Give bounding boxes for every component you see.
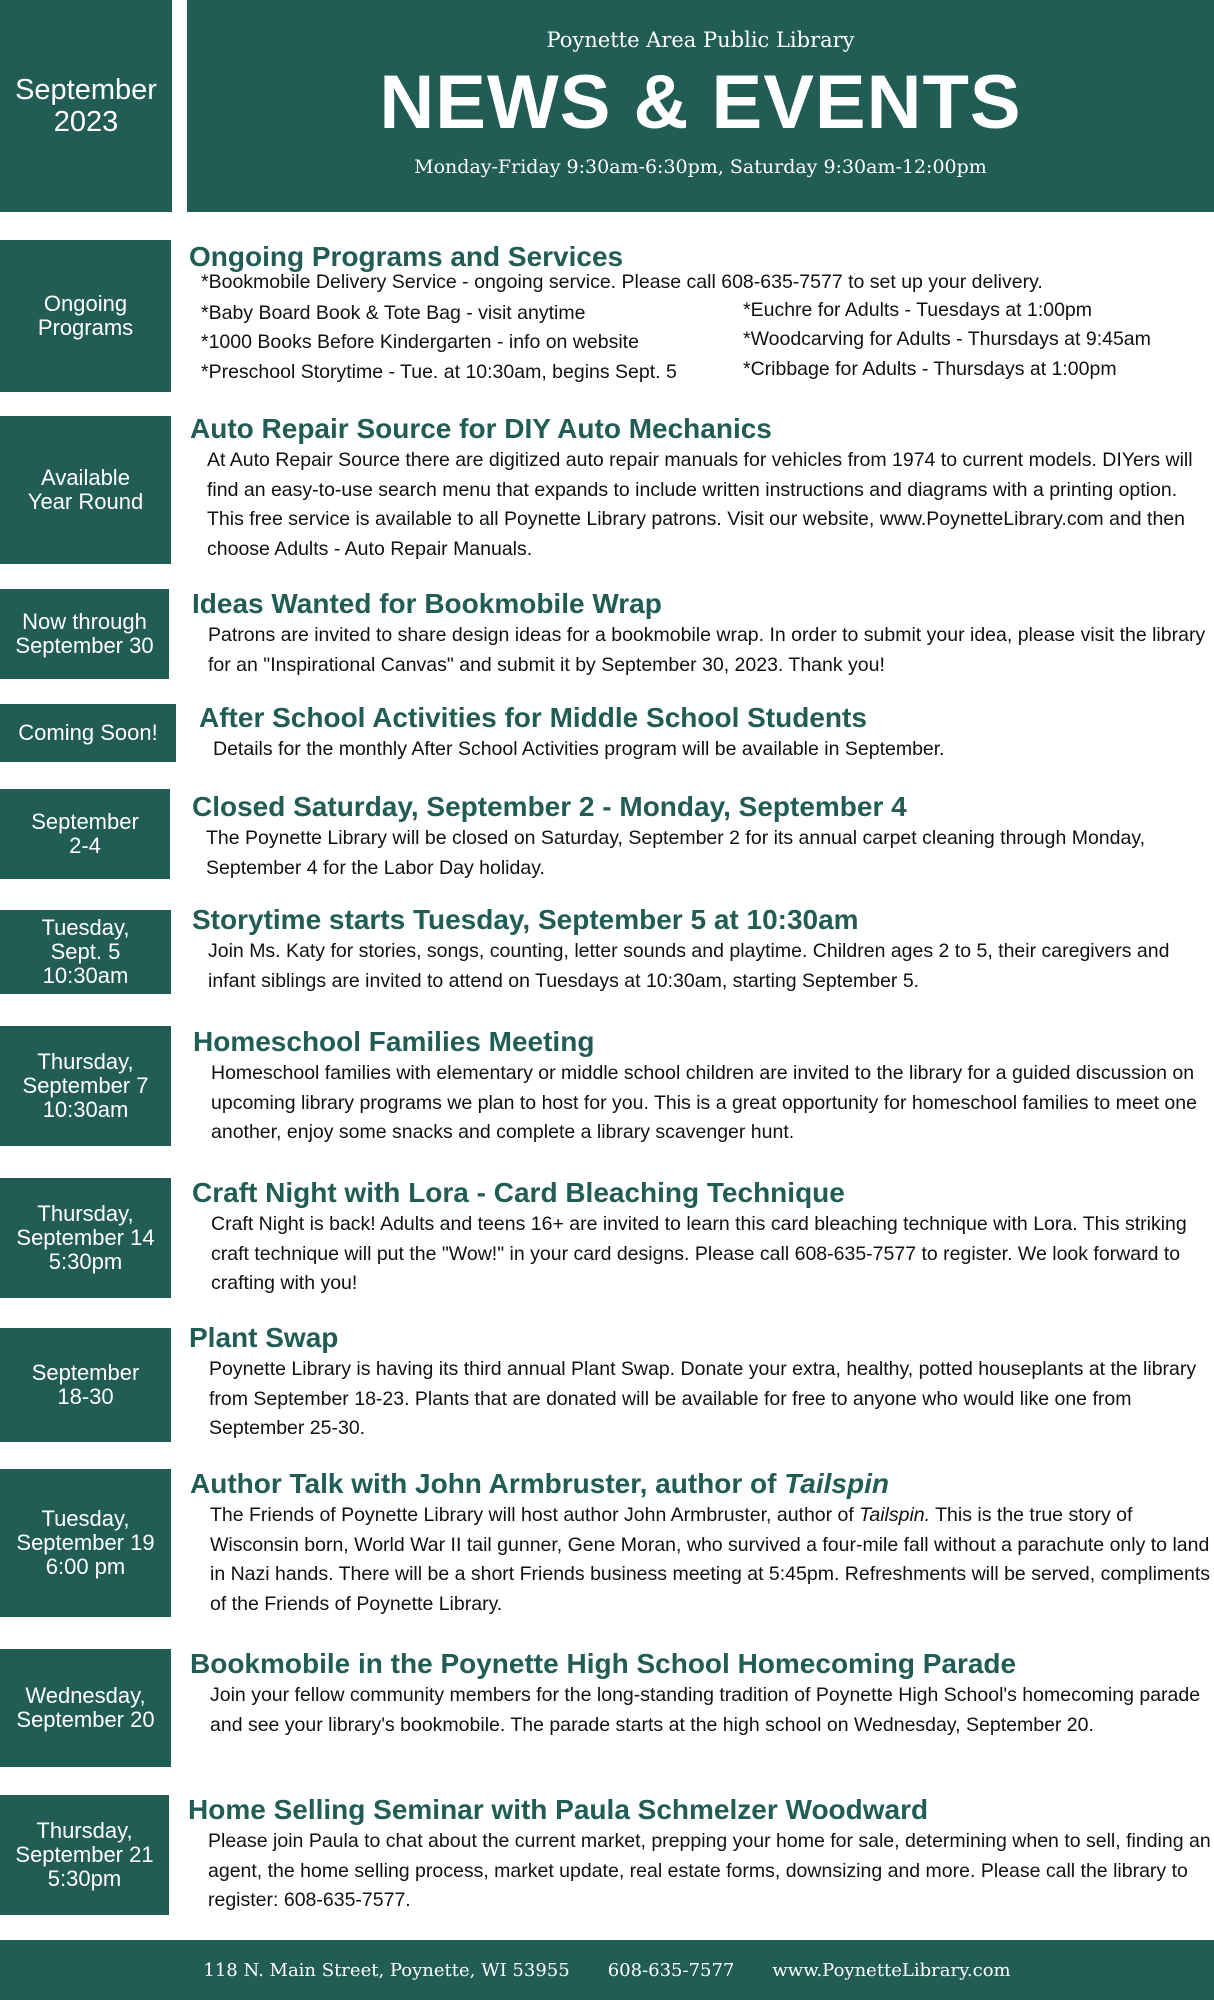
event-section xyxy=(190,1467,1214,1619)
book-title-inline: Tailspin. xyxy=(859,1504,931,1526)
event-title: After School Activities for Middle School Students xyxy=(199,702,867,733)
date-label xyxy=(0,789,170,879)
ongoing-item: *Baby Board Book & Tote Bag - visit anytime xyxy=(201,301,586,324)
event-section xyxy=(190,1647,1214,1740)
month-label: September 2023 xyxy=(15,74,157,138)
event-title xyxy=(190,1467,1214,1501)
date-label xyxy=(0,416,171,564)
ongoing-item: *Preschool Storytime - Tue. at 10:30am, begins Sept. 5 xyxy=(201,360,677,383)
ongoing-columns xyxy=(189,298,1214,388)
section-title: Ongoing Programs and Services xyxy=(189,241,624,272)
book-title: Tailspin xyxy=(784,1468,889,1499)
date-label-text: September 2-4 xyxy=(31,809,139,858)
library-hours: Monday-Friday 9:30am-6:30pm, Saturday 9:30am-12:00pm xyxy=(414,156,987,178)
date-label xyxy=(0,704,176,762)
event-title: Ideas Wanted for Bookmobile Wrap xyxy=(192,588,662,619)
event-description: The Poynette Library will be closed on Saturday, September 2 for its annual carpet cleaning through Monday, September 4 for the Labor Day holiday. xyxy=(206,827,1146,879)
footer-phone: 608-635-7577 xyxy=(607,1959,735,1981)
event-section xyxy=(190,412,1214,564)
event-title: Bookmobile in the Poynette High School Homecoming Parade xyxy=(190,1648,1017,1679)
date-label-text: Wednesday, September 20 xyxy=(16,1683,155,1732)
event-section xyxy=(192,903,1214,996)
date-label xyxy=(0,910,171,994)
date-label-text: Now through September 30 xyxy=(15,609,154,658)
event-section xyxy=(192,587,1214,680)
footer-website: www.PoynetteLibrary.com xyxy=(772,1959,1011,1981)
date-label-text: September 18-30 xyxy=(31,1360,140,1409)
event-description: Craft Night is back! Adults and teens 16+ are invited to learn this card bleaching technique with Lora. This striking craft technique will put the "Wow!" in your card designs. Please call 608-635-7577 to register. We look forward to crafting with you! xyxy=(211,1213,1187,1294)
date-label xyxy=(0,1178,171,1298)
date-label xyxy=(0,1328,171,1442)
event-description: Patrons are invited to share design ideas for a bookmobile wrap. In order to submit your idea, please visit the library for an "Inspirational Canvas" and submit it by September 30, 2023. Thank you! xyxy=(208,624,1206,676)
event-description: Join your fellow community members for the long-standing tradition of Poynette High School's homecoming parade and see your library's bookmobile. The parade starts at the high school on Wednesday, September 20. xyxy=(210,1684,1201,1736)
event-description: Please join Paula to chat about the current market, prepping your home for sale, determining when to sell, finding an agent, the home selling process, market update, real estate forms, downsizing and more. Please call the library to register: 608-635-7577. xyxy=(208,1830,1211,1911)
ongoing-right-column xyxy=(743,296,1214,388)
event-title: Plant Swap xyxy=(189,1322,339,1353)
ongoing-item: *Woodcarving for Adults - Thursdays at 9:45am xyxy=(743,328,1151,350)
event-title: Auto Repair Source for DIY Auto Mechanics xyxy=(190,413,772,444)
event-section xyxy=(192,1176,1214,1299)
ongoing-item: *Euchre for Adults - Tuesdays at 1:00pm xyxy=(743,298,1093,321)
date-label xyxy=(0,1026,171,1146)
event-section xyxy=(189,1321,1214,1444)
date-label-text: Coming Soon! xyxy=(18,720,158,745)
date-label-text: Thursday, September 14 5:30pm xyxy=(16,1201,155,1274)
date-label-text: Thursday, September 7 10:30am xyxy=(22,1049,149,1122)
library-name: Poynette Area Public Library xyxy=(546,28,855,52)
footer-address: 118 N. Main Street, Poynette, WI 53955 xyxy=(203,1959,570,1981)
header-banner xyxy=(187,0,1214,212)
event-description-rest: This is the true story of Wisconsin born, World War II tail gunner, Gene Moran, who survived a four-mile fall without a parachute only to land in Nazi hands. There will be a short Friends business meeting at 5:45pm. Refreshments will be served, compliments of the Friends of Poynette Library. xyxy=(210,1504,1211,1615)
footer xyxy=(0,1940,1214,2000)
section-ongoing xyxy=(189,240,1214,387)
event-section xyxy=(193,1025,1214,1148)
ongoing-item: *1000 Books Before Kindergarten - info on website xyxy=(201,331,639,353)
event-description: Poynette Library is having its third annual Plant Swap. Donate your extra, healthy, potted houseplants at the library from September 18-23. Plants that are donated will be available for free to anyone who would like one from September 25-30. xyxy=(209,1358,1197,1439)
event-title: Closed Saturday, September 2 - Monday, September 4 xyxy=(192,791,907,822)
ongoing-left-column xyxy=(201,298,743,388)
event-title-text: Author Talk with John Armbruster, author of xyxy=(190,1468,785,1499)
date-label-ongoing xyxy=(0,240,171,392)
event-description: Homeschool families with elementary or middle school children are invited to the library for a guided discussion on upcoming library programs we plan to host for you. This is a great opportunity for homeschool families to meet one another, enjoy some snacks and complete a library scavenger hunt. xyxy=(211,1062,1197,1143)
event-section xyxy=(192,790,1214,883)
month-box xyxy=(0,0,172,212)
date-label xyxy=(0,1795,169,1915)
ongoing-item: *Cribbage for Adults - Thursdays at 1:00pm xyxy=(743,357,1117,380)
date-label-text: Available Year Round xyxy=(27,465,144,514)
event-description-text: The Friends of Poynette Library will host author John Armbruster, author of xyxy=(210,1504,860,1526)
date-label xyxy=(0,1469,171,1617)
event-section xyxy=(199,701,1214,765)
event-description xyxy=(190,1501,1214,1619)
event-title: Homeschool Families Meeting xyxy=(193,1026,595,1057)
date-label-text: Tuesday, September 19 6:00 pm xyxy=(16,1506,155,1579)
date-label-text: Thursday, September 21 5:30pm xyxy=(15,1818,154,1891)
date-label xyxy=(0,589,169,679)
event-description: At Auto Repair Source there are digitized auto repair manuals for vehicles from 1974 to current models. DIYers will find an easy-to-use search menu that expands to include written instructions and diagrams with a printing option. This free service is available to all Poynette Library patrons. Visit our website, www.PoynetteLibrary.com and then choose Adults - Auto Repair Manuals. xyxy=(207,449,1193,560)
event-section xyxy=(188,1793,1214,1916)
date-label xyxy=(0,1649,171,1767)
event-title: Storytime starts Tuesday, September 5 at 10:30am xyxy=(192,904,859,935)
page-title: NEWS & EVENTS xyxy=(379,60,1022,145)
date-label-text: Ongoing Programs xyxy=(37,291,134,340)
ongoing-line-bookmobile: *Bookmobile Delivery Service - ongoing service. Please call 608-635-7577 to set up your delivery. xyxy=(201,271,1043,293)
event-title: Craft Night with Lora - Card Bleaching Technique xyxy=(192,1177,845,1208)
date-label-text: Tuesday, Sept. 5 10:30am xyxy=(41,915,130,988)
event-description: Details for the monthly After School Activities program will be available in September. xyxy=(213,738,945,760)
event-title: Home Selling Seminar with Paula Schmelzer Woodward xyxy=(188,1794,929,1825)
event-description: Join Ms. Katy for stories, songs, counting, letter sounds and playtime. Children ages 2 to 5, their caregivers and infant siblings are invited to attend on Tuesdays at 10:30am, starting September 5. xyxy=(208,940,1170,992)
